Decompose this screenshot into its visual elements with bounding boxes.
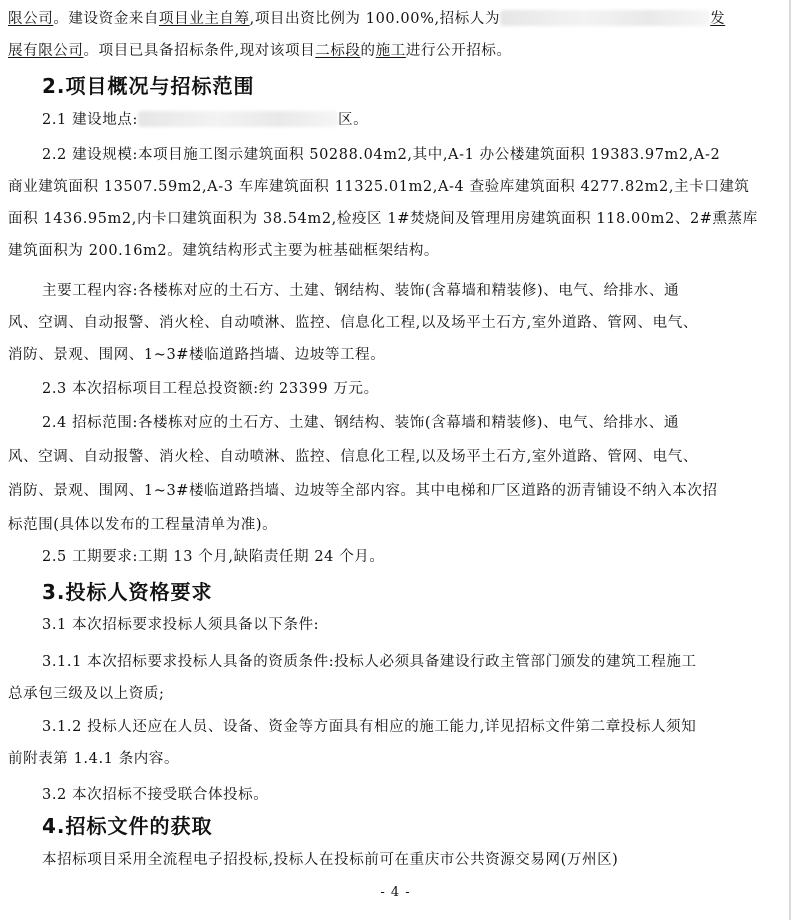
requirement-3-1-2-line-2: 前附表第 1.4.1 条内容。 (8, 751, 180, 767)
bidding-method-text: 进行公开招标。 (405, 43, 512, 59)
intro-line-1 (8, 9, 725, 29)
main-work-line-1: 主要工程内容:各楼栋对应的土石方、土建、钢结构、装饰(含幕墙和精装修)、电气、给排水、通 (42, 283, 680, 299)
scale-line-4: 建筑面积为 200.16m2。建筑结构形式主要为桩基础框架结构。 (8, 243, 440, 259)
funding-source: 项目业主自筹 (159, 11, 250, 27)
company-name-tail: 限公司 (8, 11, 54, 27)
location-line (42, 110, 368, 130)
duration-line: 2.5 工期要求:工期 13 个月,缺陷责任期 24 个月。 (42, 549, 385, 565)
location-label: 2.1 建设地点: (42, 112, 138, 128)
scale-line-2: 商业建筑面积 13507.59m2,A-3 车库建筑面积 11325.01m2,A-4 查验库建筑面积 4277.82m2,主卡口建筑 (8, 179, 750, 195)
requirement-3-1: 3.1 本次招标要求投标人须具备以下条件: (42, 617, 320, 633)
section-2-heading: 2.项目概况与招标范围 (42, 74, 255, 98)
scope-line-3: 消防、景观、围网、1~3#楼临道路挡墙、边坡等全部内容。其中电梯和厂区道路的沥青铺设不纳入本次招 (8, 483, 718, 499)
redacted-location (138, 111, 338, 127)
scale-line-1: 2.2 建设规模:本项目施工图示建筑面积 50288.04m2,其中,A-1 办公楼建筑面积 19383.97m2,A-2 (42, 147, 721, 163)
investment-ratio-text: ,项目出资比例为 100.00%,招标人为 (249, 11, 501, 27)
scale-line-3: 面积 1436.95m2,内卡口建筑面积为 38.54m2,检疫区 1#焚烧间及管理用房建筑面积 118.00m2、2#熏蒸库 (8, 211, 758, 227)
location-tail: 区。 (337, 112, 369, 128)
scope-line-1: 2.4 招标范围:各楼栋对应的土石方、土建、钢结构、装饰(含幕墙和精装修)、电气、给排水、通 (42, 415, 679, 431)
page-number: - 4 - (380, 885, 411, 900)
section-3-heading: 3.投标人资格要求 (42, 580, 213, 604)
requirement-3-2: 3.2 本次招标不接受联合体投标。 (42, 787, 269, 803)
scope-line-2: 风、空调、自动报警、消火栓、自动喷淋、监控、信息化工程,以及场平土石方,室外道路、管网、电气、 (8, 449, 698, 465)
intro-line-2 (8, 41, 512, 61)
requirement-3-1-2-line-1: 3.1.2 投标人还应在人员、设备、资金等方面具有相应的施工能力,详见招标文件第二章投标人须知 (42, 719, 697, 735)
scope-line-4: 标范围(具体以发布的工程量清单为准)。 (8, 517, 278, 533)
tenderer-name-end: 展有限公司 (8, 43, 84, 59)
work-type: 施工 (375, 43, 406, 59)
requirement-3-1-1-line-1: 3.1.1 本次招标要求投标人具备的资质条件:投标人必须具备建设行政主管部门颁发的建筑工程施工 (42, 654, 697, 670)
connector-text: 的 (360, 43, 376, 59)
main-work-line-2: 风、空调、自动报警、消火栓、自动喷淋、监控、信息化工程,以及场平土石方,室外道路、管网、电气、 (8, 315, 698, 331)
redacted-tenderer-name (500, 10, 710, 26)
lot-name: 二标段 (315, 43, 361, 59)
section-4-paragraph: 本招标项目采用全流程电子招投标,投标人在投标前可在重庆市公共资源交易网(万州区) (42, 852, 619, 868)
funding-text: 。建设资金来自 (53, 11, 160, 27)
requirement-3-1-1-line-2: 总承包三级及以上资质; (8, 686, 165, 702)
tenderer-name-tail: 发 (710, 11, 726, 27)
section-4-heading: 4.招标文件的获取 (42, 814, 213, 838)
main-work-line-3: 消防、景观、围网、1~3#楼临道路挡墙、边坡等工程。 (8, 347, 386, 363)
investment-line: 2.3 本次招标项目工程总投资额:约 23399 万元。 (42, 381, 379, 397)
readiness-text: 。项目已具备招标条件,现对该项目 (83, 43, 316, 59)
